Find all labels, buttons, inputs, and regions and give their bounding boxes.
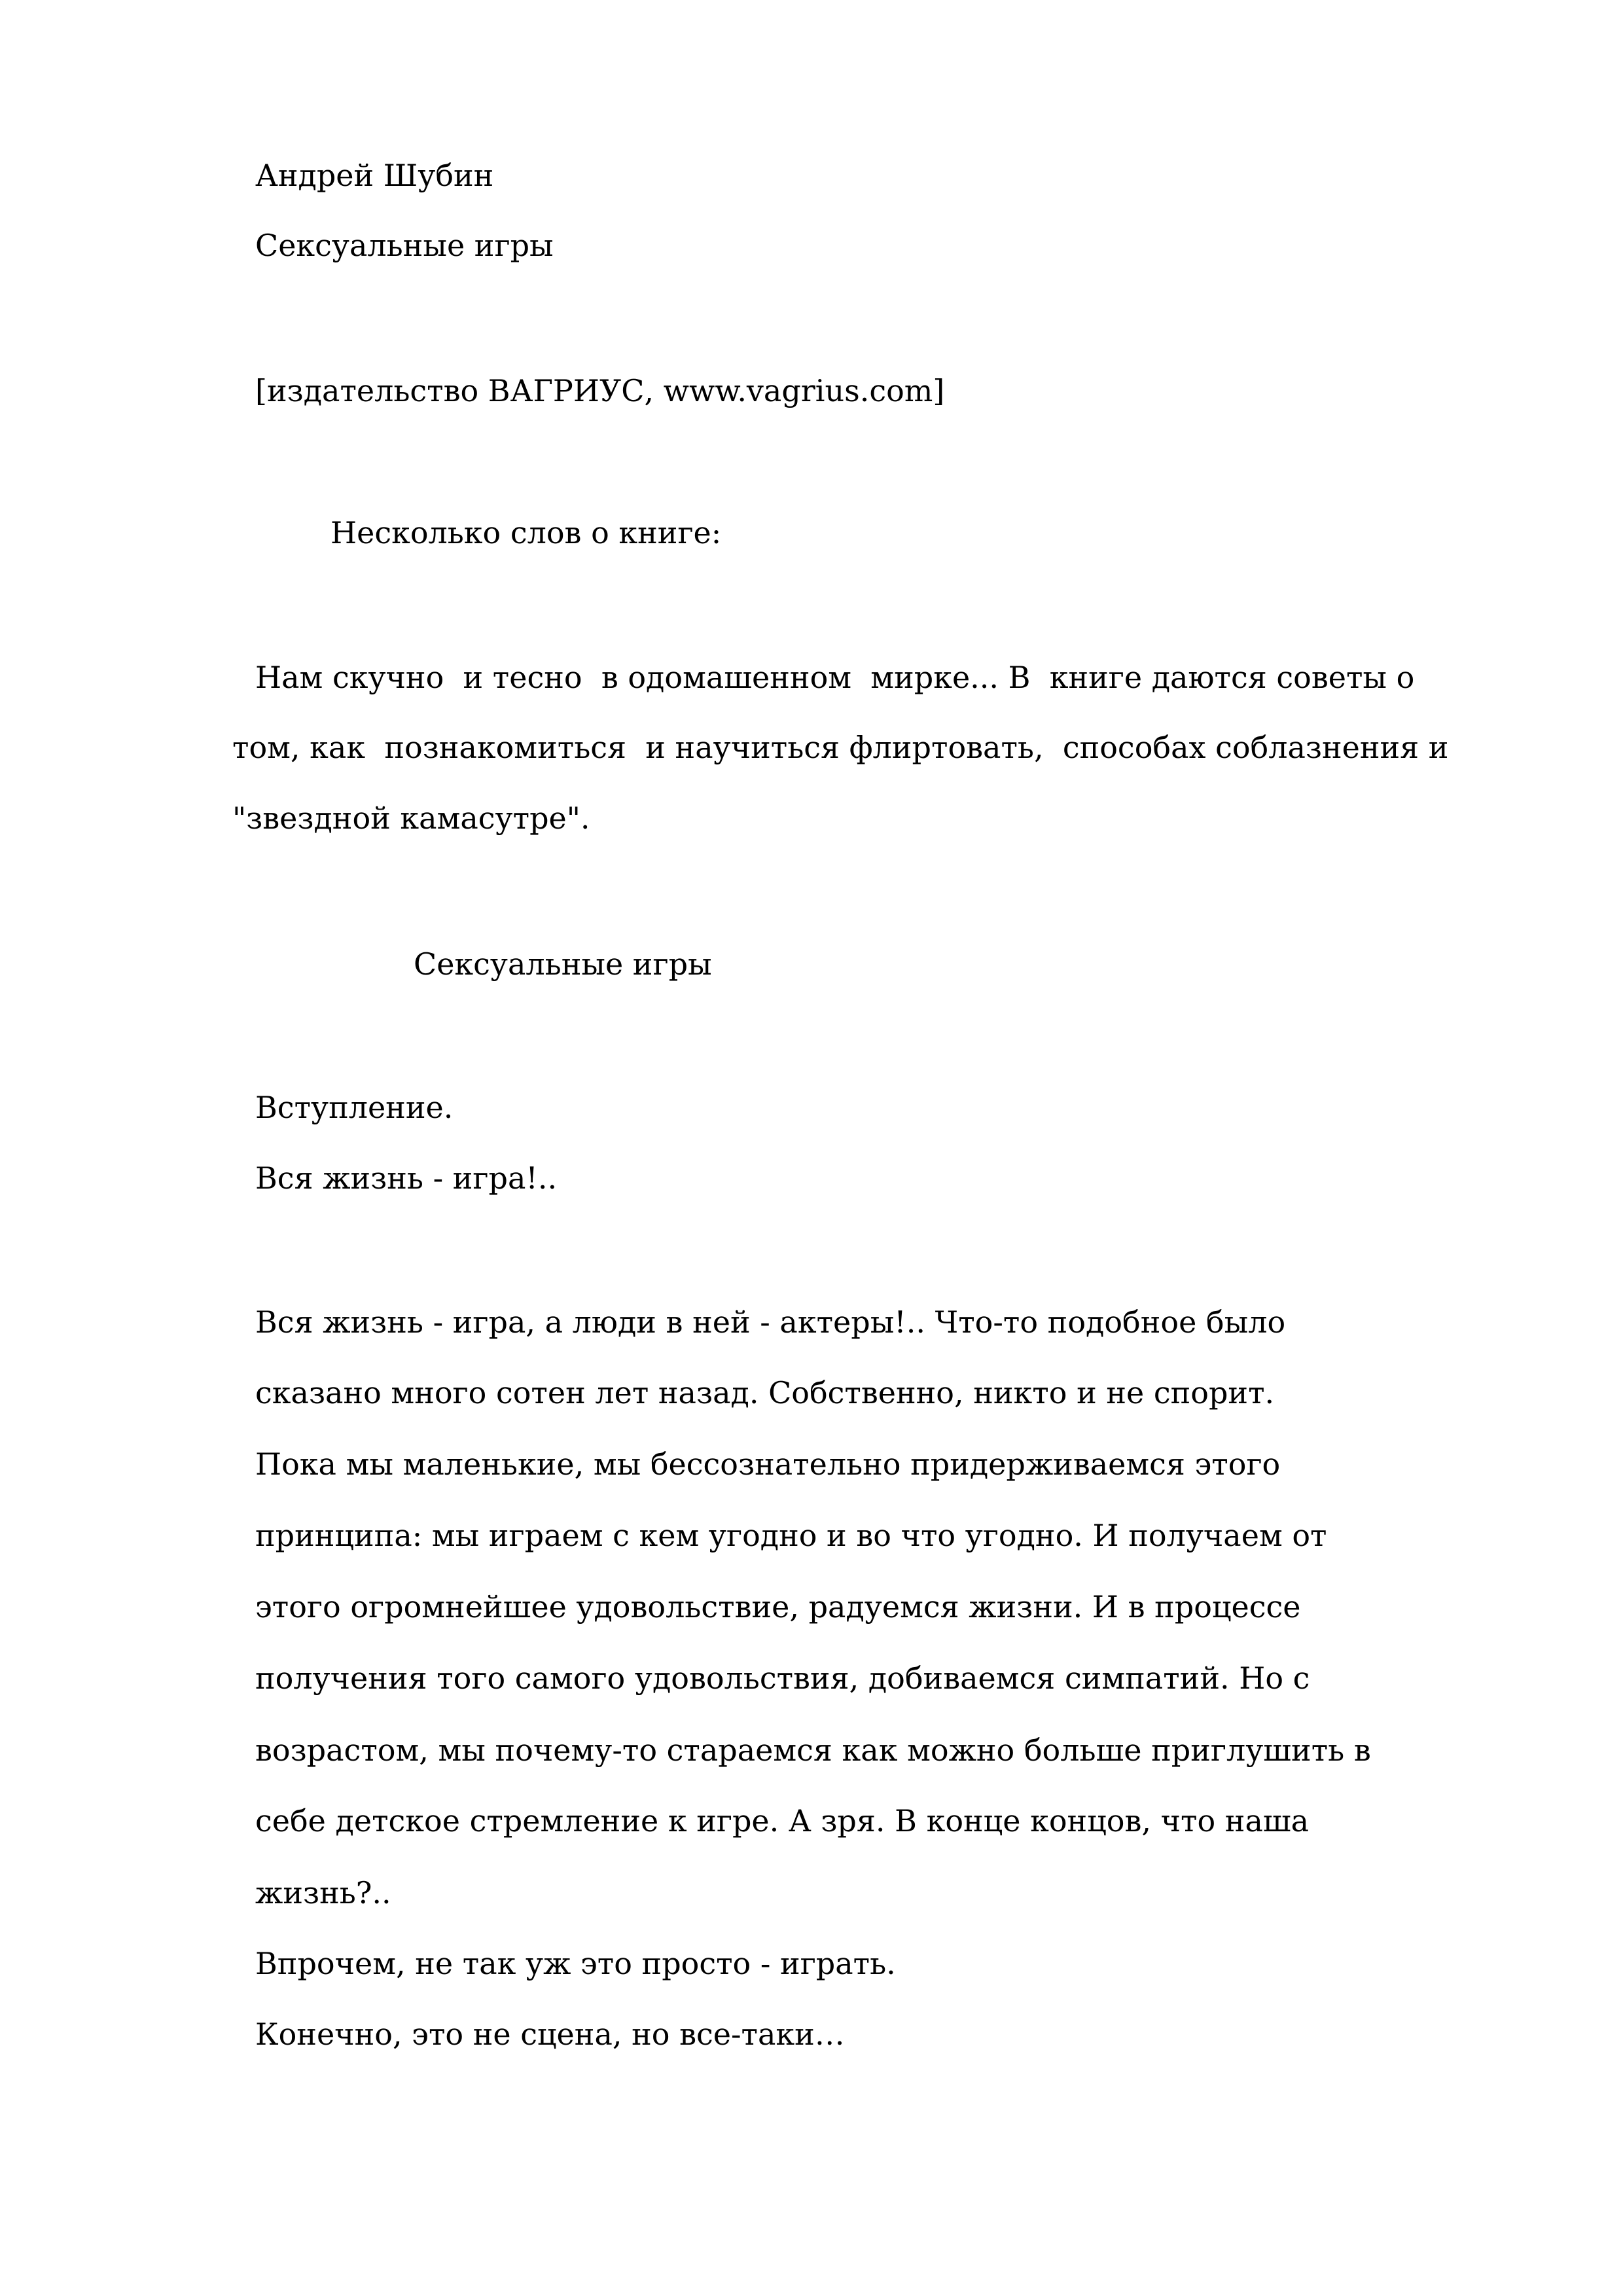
body-line-5: этого огромнейшее удовольствие, радуемся жизни. И в процессе: [255, 1589, 1301, 1624]
book-title: Сексуальные игры: [255, 228, 554, 263]
about-line-3: "звездной камасутре".: [232, 800, 590, 836]
body-line-8: себе детское стремление к игре. А зря. В конце концов, что наша: [255, 1803, 1310, 1839]
body-line-4: принципа: мы играем с кем угодно и во что угодно. И получаем от: [255, 1518, 1327, 1553]
about-line-1: Нам скучно и тесно в одомашенном мирке... В книге даются советы о: [255, 660, 1415, 695]
body-line-6: получения того самого удовольствия, добиваемся симпатий. Но с: [255, 1660, 1310, 1696]
about-heading: Несколько слов о книге:: [330, 515, 722, 550]
body-line-2: сказано много сотен лет назад. Собственно, никто и не спорит.: [255, 1375, 1275, 1410]
author-name: Андрей Шубин: [255, 158, 494, 193]
section-title: Сексуальные игры: [414, 946, 712, 982]
body-line-10: Впрочем, не так уж это просто - играть.: [255, 1946, 896, 1981]
body-line-11: Конечно, это не сцена, но все-таки…: [255, 2017, 845, 2052]
publisher-note: [издательство ВАГРИУС, www.vagrius.com]: [255, 373, 945, 408]
intro-subheading: Вся жизнь - игра!..: [255, 1160, 558, 1196]
about-line-2: том, как познакомиться и научиться флиртовать, способах соблазнения и: [232, 730, 1449, 765]
intro-heading: Вступление.: [255, 1090, 454, 1125]
body-line-7: возрастом, мы почему-то стараемся как можно больше приглушить в: [255, 1732, 1371, 1768]
body-line-9: жизнь?..: [255, 1875, 391, 1910]
body-line-3: Пока мы маленькие, мы бессознательно придерживаемся этого: [255, 1446, 1281, 1482]
body-line-1: Вся жизнь - игра, а люди в ней - актеры!.. Что-то подобное было: [255, 1304, 1286, 1340]
